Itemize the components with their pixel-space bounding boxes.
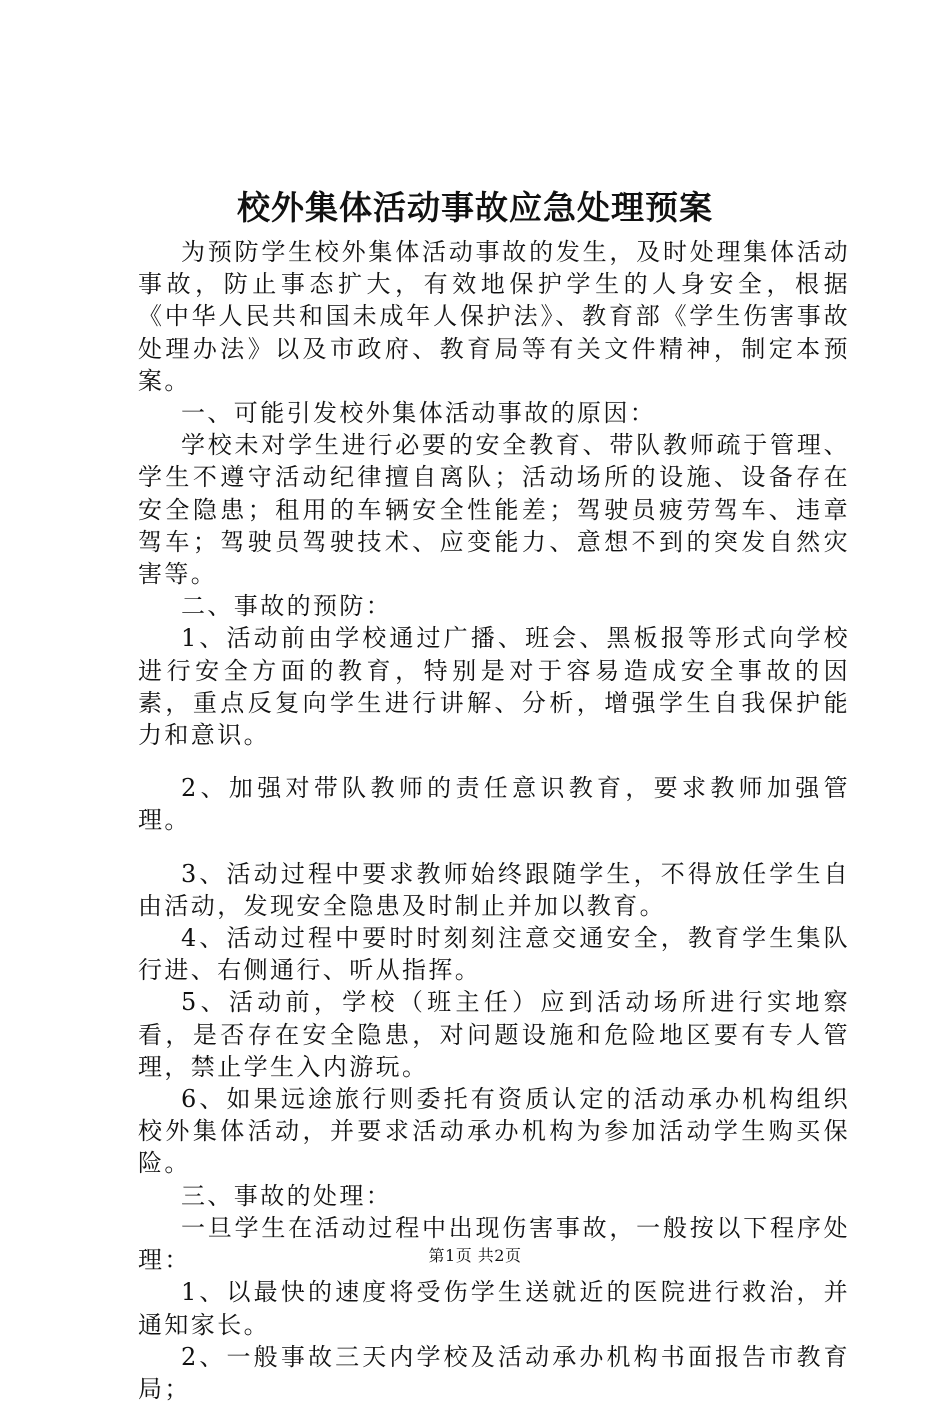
- document-title: 校外集体活动事故应急处理预案: [237, 188, 713, 227]
- paragraph-intro: 为预防学生校外集体活动事故的发生，及时处理集体活动事故，防止事态扩大，有效地保护学生的人身安全，根据《中华人民共和国未成年人保护法》、教育部《学生伤害事故处理办法》以及市政府、教育局等有关文件精神，制定本预案。: [138, 238, 850, 395]
- section-heading-causes: 一、可能引发校外集体活动事故的原因：: [181, 399, 657, 428]
- spacer: [138, 751, 850, 772]
- prevention-item-6: 6、如果远途旅行则委托有资质认定的活动承办机构组织校外集体活动，并要求活动承办机构为参加活动学生购买保险。: [138, 1085, 850, 1178]
- prevention-item-4: 4、活动过程中要时时刻刻注意交通安全，教育学生集队行进、右侧通行、听从指挥。: [138, 924, 850, 985]
- prevention-item-1: 1、活动前由学校通过广播、班会、黑板报等形式向学校进行安全方面的教育，特别是对于容易造成安全事故的因素，重点反复向学生进行讲解、分析，增强学生自我保护能力和意识。: [138, 624, 850, 750]
- section-heading-prevention: 二、事故的预防：: [181, 592, 393, 621]
- handling-item-1: 1、以最快的速度将受伤学生送就近的医院进行救治，并通知家长。: [138, 1278, 850, 1339]
- handling-intro: 一旦学生在活动过程中出现伤害事故，一般按以下程序处理：: [138, 1213, 850, 1275]
- page-number-footer: 第1页 共2页: [428, 1246, 522, 1265]
- paragraph-causes: 学校未对学生进行必要的安全教育、带队教师疏于管理、学生不遵守活动纪律擅自离队；活动场所的设施、设备存在安全隐患；租用的车辆安全性能差；驾驶员疲劳驾车、违章驾车；驾驶员驾驶技术、应变能力、意想不到的突发自然灾害等。: [138, 431, 850, 589]
- section-heading-handling: 三、事故的处理：: [181, 1181, 393, 1210]
- document-body: [138, 236, 850, 1405]
- prevention-item-2: 2、加强对带队教师的责任意识教育，要求教师加强管理。: [138, 774, 850, 835]
- handling-item-2: 2、一般事故三天内学校及活动承办机构书面报告市教育局；: [138, 1342, 850, 1403]
- prevention-item-5: 5、活动前，学校（班主任）应到活动场所进行实地察看，是否存在安全隐患，对问题设施和危险地区要有专人管理，禁止学生入内游玩。: [138, 988, 850, 1081]
- spacer: [138, 837, 850, 858]
- prevention-item-3: 3、活动过程中要求教师始终跟随学生，不得放任学生自由活动，发现安全隐患及时制止并加以教育。: [138, 859, 850, 920]
